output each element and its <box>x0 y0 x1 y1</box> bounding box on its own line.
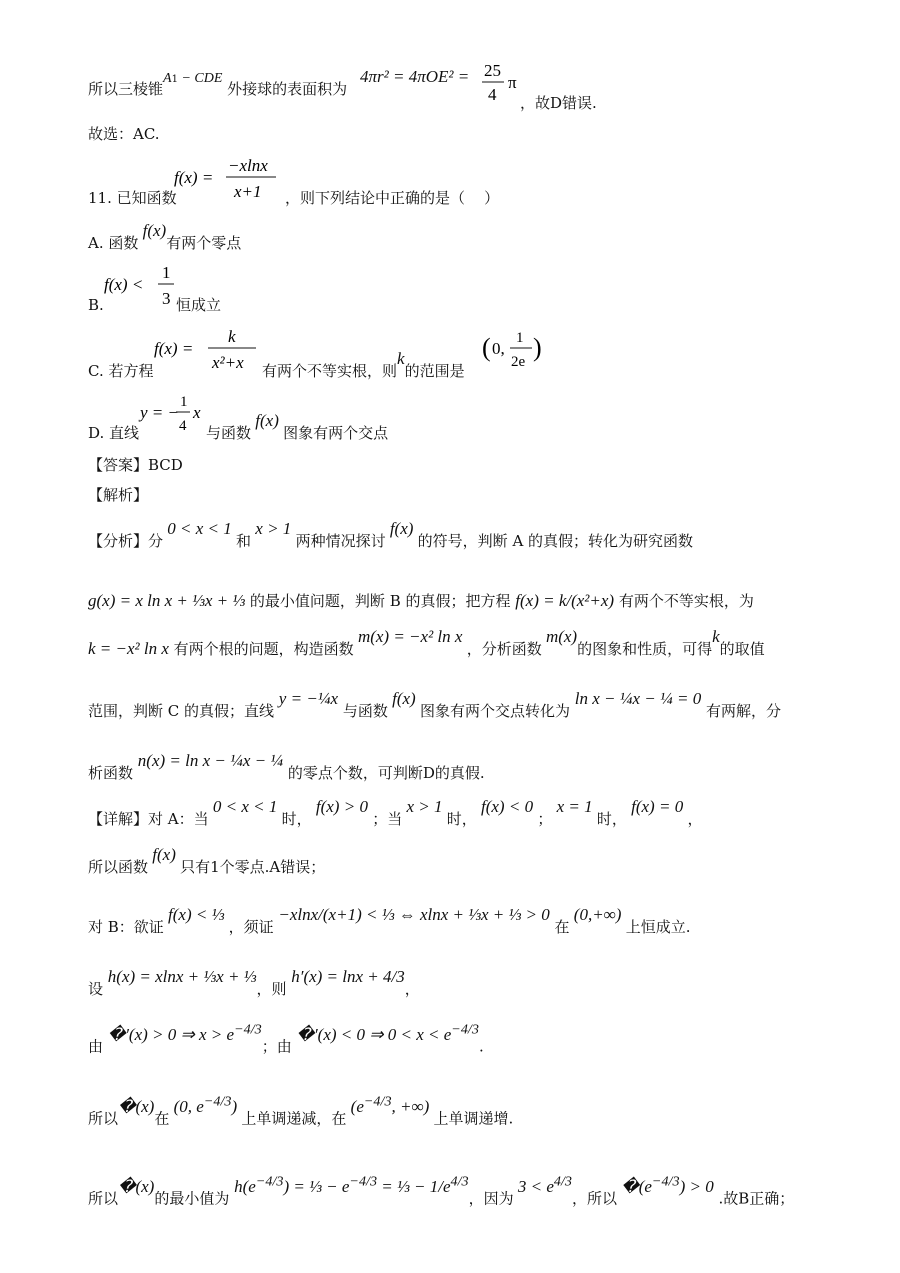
fraction-25-4 <box>480 60 520 104</box>
svg-text:y = −: y = − <box>140 403 179 422</box>
option-a: A. 函数 f(x)有两个零点 <box>88 221 242 252</box>
detail-a: 【详解】对 A：当 0 < x < 1 时， f(x) > 0 ；当 x > 1 时， f(x) < 0 ； x = 1 时， f(x) = 0 ， <box>88 797 703 828</box>
analysis-heading: 【解析】 <box>88 486 149 504</box>
option-b-tail: 恒成立 <box>176 296 222 314</box>
detail-a-conclusion: 所以函数 f(x) 只有1个零点.A错误； <box>88 845 326 876</box>
detail-deriv: 由 �′(x) > 0 ⇒ $x > e^{-4/3}$；由 �′(x) < 0 ⇒ $0 < x < e^{-4/3}$. <box>88 1021 484 1056</box>
option-d-tail: 与函数 f(x) 图象有两个交点 <box>206 411 389 442</box>
formula-c <box>152 326 262 376</box>
option-b: B. <box>88 296 104 314</box>
detail-h: 设 h(x) = xlnx + ⅓x + ⅓，则 h′(x) = lnx + 4/3， <box>88 967 420 998</box>
svg-text:1: 1 <box>516 330 524 346</box>
line-1: 所以三棱锥$A^1$ − CDE 外接球的表面积为 <box>88 71 348 98</box>
svg-text:k: k <box>228 327 236 346</box>
svg-text:25: 25 <box>484 61 501 80</box>
line-2: 故选：AC. <box>88 125 160 143</box>
formula-1: 4πr² = 4πOE² = <box>360 67 470 86</box>
svg-text:x: x <box>193 403 201 422</box>
answer: 【答案】BCD <box>88 456 183 474</box>
svg-text:4: 4 <box>488 85 497 104</box>
conclusion-d: ，故D错误. <box>520 94 597 112</box>
analysis-4: 范围，判断 C 的真假；直线 y = −¼x 与函数 f(x) 图象有两个交点转化为 ln x − ¼x − ¼ = 0 有两解，分 <box>88 689 782 720</box>
svg-text:x²+x: x²+x <box>212 353 244 372</box>
svg-text:0,: 0, <box>492 339 505 358</box>
svg-text:4: 4 <box>179 418 187 434</box>
analysis-3: k = −x² ln x 有两个根的问题，构造函数 m(x) = −x² ln x ，分析函数 m(x)的图象和性质，可得k的取值 <box>88 627 765 658</box>
option-c: C. 若方程 <box>88 362 154 380</box>
formula-f-def <box>172 155 292 205</box>
formula-d <box>138 390 208 440</box>
detail-min: 所以�(x)的最小值为 $h(e^{-4/3})$ = ⅓ − $e^{-4/3}$ = ⅓ − $1/e^{4/3}$，因为 $3 < e^{4/3}$，所以 $�(e^{-4/3}) > 0$ .故B正确； <box>88 1173 795 1208</box>
option-d: D. 直线 <box>88 424 140 442</box>
question-11: 11. 已知函数 <box>88 189 177 207</box>
svg-text:1: 1 <box>180 394 188 410</box>
analysis-1: 【分析】分 0 < x < 1 和 x > 1 两种情况探讨 f(x) 的符号，判断 A 的真假；转化为研究函数 <box>88 519 694 550</box>
detail-mono: 所以�(x)在 (0, $e^{-4/3}$) 上单调递减，在 ($e^{-4/3}$, +∞) 上单调递增. <box>88 1093 514 1128</box>
svg-text:−xlnx: −xlnx <box>228 156 268 175</box>
svg-text:3: 3 <box>162 289 171 308</box>
analysis-2: g(x) = x ln x + ⅓x + ⅓ 的最小值问题，判断 B 的真假；把方程 f(x) = k/(x²+x) 有两个不等实根，为 <box>88 591 754 610</box>
detail-b: 对 B：欲证 f(x) < ⅓ ，须证 −xlnx/(x+1) < ⅓ ⇔ xlnx + ⅓x + ⅓ > 0 在 (0,+∞) 上恒成立. <box>88 905 691 936</box>
analysis-5: 析函数 n(x) = ln x − ¼x − ¼ 的零点个数，可判断D的真假. <box>88 751 485 782</box>
option-c-mid: 有两个不等实根，则k的范围是 <box>262 349 465 380</box>
svg-text:2e: 2e <box>511 354 526 370</box>
svg-text:f(x) <: f(x) < <box>104 275 144 294</box>
svg-text:f(x) =: f(x) = <box>174 168 214 187</box>
svg-text:π: π <box>508 73 517 92</box>
svg-text:(: ( <box>482 333 491 362</box>
svg-text:1: 1 <box>162 263 171 282</box>
formula-c-range <box>480 326 540 376</box>
q11-tail: ，则下列结论中正确的是（ ） <box>285 189 500 207</box>
svg-text:f(x) =: f(x) = <box>154 339 194 358</box>
svg-text:): ) <box>533 333 542 362</box>
svg-text:x+1: x+1 <box>234 182 262 201</box>
